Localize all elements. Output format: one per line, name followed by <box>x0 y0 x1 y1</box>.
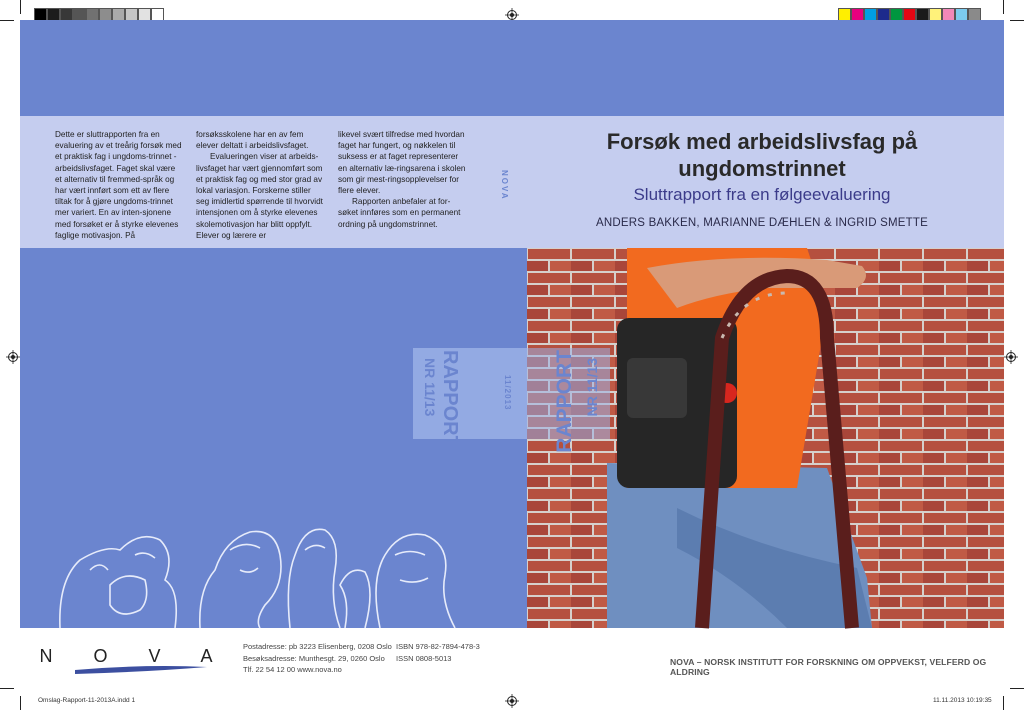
postal-address <box>243 641 392 676</box>
front-number-label: NR 11/13 <box>584 358 600 417</box>
date-slug: 11.11.2013 10:19:35 <box>933 697 992 704</box>
back-cover-paragraph: Evalueringen viser at arbeids-livsfaget har vært gjennomført som et praktisk fag og med stor grad av lokal variasjon. Forskerne stiller seg imidlertid spørrende til hvorvidt intensjonen om å styrke elevenes skolemotivasjon har blitt oppfylt. Elever og lærere er <box>196 152 323 240</box>
institute-name: NOVA – NORSK INSTITUTT FOR FORSKNING OM OPPVEKST, VELFERD OG ALDRING <box>670 657 987 677</box>
isbn-block <box>396 641 480 664</box>
crop-mark <box>1003 696 1004 710</box>
issn-line: ISSN 0808-5013 <box>396 653 452 663</box>
back-cover-paragraph: Dette er sluttrapporten fra en evaluering av et treårig forsøk med et praktisk fag i ungdoms-trinnet - arbeidslivsfaget. Faget skal være et alternativ til fremmed-språk og har vært innført som ett av flere tiltak for å gjøre ungdoms-trinnet mer variert. En av inten-sjonene med forsøket er å styrke elevenes faglige motivasjon. På <box>55 130 182 240</box>
registration-mark-icon <box>505 694 519 708</box>
back-cover-column-2 <box>196 129 324 241</box>
crop-mark <box>1003 0 1004 14</box>
back-cover-column-1 <box>55 129 183 241</box>
address-line: Tlf. 22 54 12 00 www.nova.no <box>243 665 342 674</box>
spine-publisher: NOVA <box>500 170 509 201</box>
address-line: Postadresse: pb 3223 Elisenberg, 0208 Oslo <box>243 642 392 651</box>
address-line: Besøksadresse: Munthesgt. 29, 0260 Oslo <box>243 653 385 663</box>
back-cover-paragraph: Rapporten anbefaler at for-søket innføres som en permanent ordning på ungdomstrinnet. <box>338 197 461 229</box>
spine-series-label: RAPPORT <box>439 350 461 448</box>
spine-number-label: NR 11/13 <box>422 358 438 417</box>
report-title: Forsøk med arbeidslivsfag på ungdomstrinnet <box>606 129 918 181</box>
people-line-art-illustration <box>50 510 470 628</box>
crop-mark <box>1010 20 1024 21</box>
registration-mark-icon <box>6 350 20 364</box>
nova-logo-text: N O V A <box>39 646 231 666</box>
report-authors: ANDERS BAKKEN, MARIANNE DÆHLEN & INGRID SMETTE <box>596 217 928 229</box>
spine-issue-label: 11/2013 <box>503 375 512 411</box>
front-series-label: RAPPORT <box>553 350 576 453</box>
crop-mark <box>0 20 14 21</box>
crop-mark <box>0 688 14 689</box>
isbn-line: ISBN 978-82-7894-478-3 <box>396 642 480 651</box>
crop-mark <box>1010 688 1024 689</box>
back-cover-column-3 <box>338 129 466 230</box>
registration-mark-icon <box>1004 350 1018 364</box>
cover-top-band <box>20 20 1004 116</box>
nova-logo <box>39 642 231 678</box>
report-subtitle: Sluttrapport fra en følgeevaluering <box>633 185 891 204</box>
crop-mark <box>20 0 21 14</box>
back-cover-paragraph: likevel svært tilfredse med hvordan faget har fungert, og nøkkelen til suksess er at faget representerer en alternativ læ-ringsarena i skolen som gir mest-ringsopplevelser for flere elever. <box>338 130 466 196</box>
crop-mark <box>20 696 21 710</box>
file-slug: Omslag-Rapport-11-2013A.indd 1 <box>38 697 136 704</box>
back-cover-paragraph: forsøksskolene har en av fem elever deltatt i arbeidslivsfaget. <box>196 130 309 151</box>
